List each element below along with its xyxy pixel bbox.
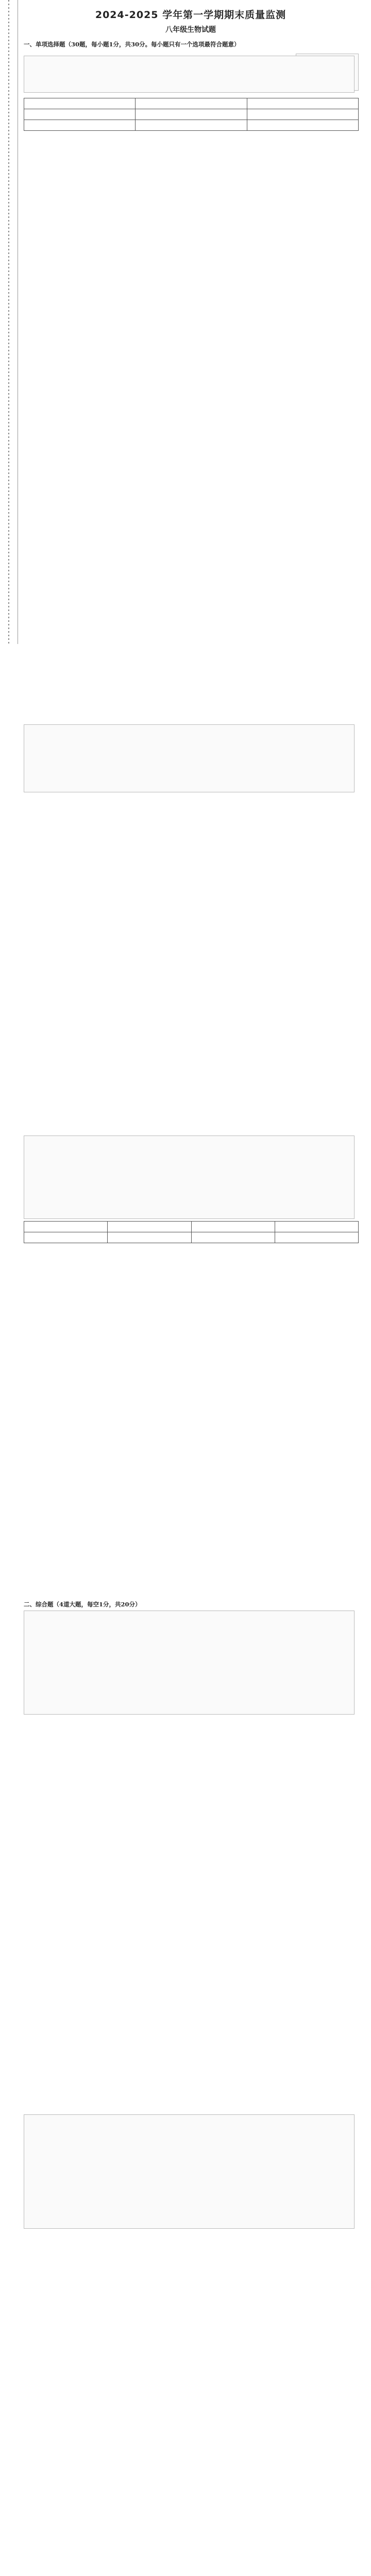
figure-caption — [24, 725, 354, 727]
table-cell — [191, 1232, 275, 1243]
figure-flowchart — [24, 2114, 355, 2229]
questions-block-4 — [24, 2112, 359, 2231]
section-2-heading: 二、综合题（4道大题，每空1分，共20分） — [24, 1601, 141, 1608]
figure-caption — [24, 1611, 354, 1613]
exam-content — [24, 36, 359, 133]
table-cell — [247, 98, 358, 109]
questions-block-2 — [24, 721, 359, 794]
data-table — [24, 1221, 359, 1243]
table-cell — [136, 120, 247, 131]
table-cell — [191, 1222, 275, 1232]
table-cell — [247, 109, 358, 120]
binding-strip — [0, 0, 18, 644]
questions-block-3 — [24, 1133, 359, 1245]
table-cell — [247, 120, 358, 131]
section-1-heading: 一、单项选择题（30题，每小题1分，共30分。每小题只有一个选项最符合题意） — [24, 41, 240, 48]
section-2-block — [24, 1597, 359, 1717]
table-cell — [136, 109, 247, 120]
table-cell — [24, 120, 136, 131]
figure-experiment — [24, 1136, 355, 1219]
table-cell — [136, 98, 247, 109]
figure-caption — [24, 1136, 354, 1138]
table-cell — [108, 1222, 191, 1232]
table-cell — [24, 109, 136, 120]
figure-organism-row — [24, 56, 355, 93]
figure-caption — [24, 2115, 354, 2117]
figure-process-diagram — [24, 724, 355, 792]
exam-subtitle: 八年级生物试题 — [165, 26, 216, 34]
table-cell — [275, 1222, 358, 1232]
table-cell — [275, 1232, 358, 1243]
binding-dotted-line — [8, 0, 9, 644]
table-cell — [108, 1232, 191, 1243]
figure-caption — [24, 56, 354, 58]
table-cell — [24, 1222, 108, 1232]
table-cell — [24, 98, 136, 109]
exam-header — [21, 7, 361, 35]
exam-title: 2024-2025 学年第一学期期末质量监测 — [95, 9, 286, 21]
data-table — [24, 98, 359, 131]
table-cell — [24, 1232, 108, 1243]
figure-anatomy — [24, 1611, 355, 1715]
